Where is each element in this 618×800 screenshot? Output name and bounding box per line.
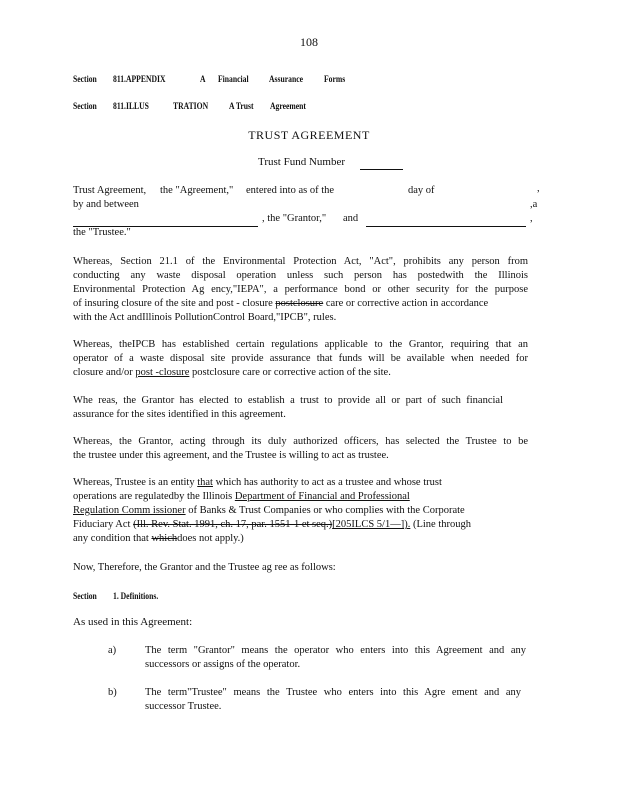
p5-text-2: operations are regulatedby the Illinois bbox=[73, 491, 233, 502]
intro-comma-2: , bbox=[530, 213, 533, 224]
p2-text: closure and/or bbox=[73, 367, 133, 378]
document-title: TRUST AGREEMENT bbox=[248, 128, 370, 142]
p5-line-5 bbox=[73, 533, 244, 544]
intro-grantor-label: , the "Grantor," bbox=[262, 213, 327, 224]
p5-text-5-end: does not apply.) bbox=[177, 533, 244, 544]
p1-struck-text: postclosure bbox=[275, 298, 324, 309]
intro-line-2: by and between bbox=[73, 199, 139, 210]
item-b-line-1: The term"Trustee" means the Trustee who enters into this Agre ement and any bbox=[145, 687, 521, 698]
p5-struck-citation: (Ill. Rev. Stat. 1991, ch. 17, par. 1551-1 et seq.) bbox=[133, 519, 333, 530]
trust-fund-number-blank bbox=[360, 169, 403, 170]
p1-text: of insuring closure of the site and post - closure bbox=[73, 298, 273, 309]
p5-line-through: (Line through bbox=[412, 519, 471, 530]
p2-line-3 bbox=[73, 367, 391, 378]
intro-entered-into: entered into as of the bbox=[246, 185, 335, 196]
p1-line-5: with the Act andIllinois PollutionControl Board,"IPCB", rules. bbox=[73, 312, 337, 323]
p4-line-2: the trustee under this agreement, and the Trustee is willing to act as trustee. bbox=[73, 450, 389, 461]
section1-label: Section bbox=[73, 591, 97, 601]
page-number: 108 bbox=[300, 35, 318, 49]
p5-text-3: of Banks & Trust Companies or who complies with the Corporate bbox=[188, 505, 465, 516]
intro-agreement-term: the "Agreement," bbox=[160, 185, 234, 196]
p2-line-2: operator of a waste disposal site provide assurance that funds will be available when needed for bbox=[73, 353, 528, 364]
p1-line-1: Whereas, Section 21.1 of the Environmental Protection Act, "Act", prohibits any person from bbox=[73, 256, 528, 267]
trust-fund-number-label: Trust Fund Number bbox=[258, 156, 345, 168]
header1-financial: Financial bbox=[218, 74, 249, 84]
intro-and: and bbox=[343, 213, 359, 224]
intro-comma: , bbox=[537, 183, 540, 194]
p2-underlined-text: post -closure bbox=[135, 367, 190, 378]
p5-line-2 bbox=[73, 491, 410, 502]
header2-section-label: Section bbox=[73, 101, 97, 111]
trustee-name-blank bbox=[366, 226, 526, 227]
header1-section-number: 811.APPENDIX bbox=[113, 74, 166, 84]
p4-line-1: Whereas, the Grantor, acting through its duly authorized officers, has selected the Trustee to be bbox=[73, 436, 528, 447]
p5-text-4: Fiduciary Act bbox=[73, 519, 131, 530]
item-b-marker: b) bbox=[108, 687, 117, 698]
p5-underlined-citation: [205ILCS 5/1—]). bbox=[332, 519, 411, 530]
p5-line-4 bbox=[73, 519, 471, 530]
p5-underlined-department: Department of Financial and Professional bbox=[234, 491, 410, 502]
p5-line-3 bbox=[73, 505, 465, 516]
p5-underlined-regulation: Regulation Comm issioner bbox=[73, 505, 186, 516]
p5-text: Whereas, Trustee is an entity bbox=[73, 477, 195, 488]
header2-tration: TRATION bbox=[173, 101, 209, 111]
header2-a-trust: A Trust bbox=[229, 101, 254, 111]
p5-line-1 bbox=[73, 477, 442, 488]
intro-text: Trust Agreement, bbox=[73, 185, 147, 196]
p2-line-1: Whereas, theIPCB has established certain regulations applicable to the Grantor, requiring that an bbox=[73, 339, 528, 350]
p3-line-2: assurance for the sites identified in this agreement. bbox=[73, 409, 286, 420]
header1-section-label: Section bbox=[73, 74, 97, 84]
as-used-line: As used in this Agreement: bbox=[73, 616, 193, 628]
p3-line-1: Whe reas, the Grantor has elected to establish a trust to provide all or part of such financial bbox=[73, 395, 503, 406]
item-a-marker: a) bbox=[108, 645, 117, 656]
p1-line-3: Environmental Protection Ag ency,"IEPA", a performance bond or other security for the purpose bbox=[73, 284, 528, 295]
item-a-line-1: The term "Grantor" means the operator who enters into this Agreement and any bbox=[145, 645, 526, 656]
section1-title: 1. Definitions. bbox=[113, 591, 159, 601]
p5-underlined-that: that bbox=[197, 477, 213, 488]
p2-text-end: postclosure care or corrective action of the site. bbox=[191, 367, 391, 378]
intro-day-of: day of bbox=[408, 185, 435, 196]
p5-text-end: which has authority to act as a trustee and whose trust bbox=[215, 477, 442, 488]
p1-text-end: care or corrective action in accordance bbox=[325, 298, 489, 309]
intro-line-1 bbox=[73, 185, 146, 196]
header1-assurance: Assurance bbox=[269, 74, 303, 84]
header1-part-a: A bbox=[200, 74, 206, 84]
p1-line-4 bbox=[73, 298, 488, 309]
intro-line-4: the "Trustee." bbox=[73, 227, 131, 238]
header1-forms: Forms bbox=[324, 74, 346, 84]
p5-text-5: any condition that bbox=[73, 533, 149, 544]
p5-struck-which: which bbox=[151, 533, 178, 544]
p1-line-2: conducting any waste disposal operation unless such person has postedwith the Illinois bbox=[73, 270, 528, 281]
intro-a: ,a bbox=[530, 199, 538, 210]
item-b-line-2: successor Trustee. bbox=[145, 701, 222, 712]
p6-line: Now, Therefore, the Grantor and the Trustee ag ree as follows: bbox=[73, 562, 336, 573]
header2-section-number: 811.ILLUS bbox=[113, 101, 149, 111]
item-a-line-2: successors or assigns of the operator. bbox=[145, 659, 301, 670]
header2-agreement: Agreement bbox=[270, 101, 306, 111]
